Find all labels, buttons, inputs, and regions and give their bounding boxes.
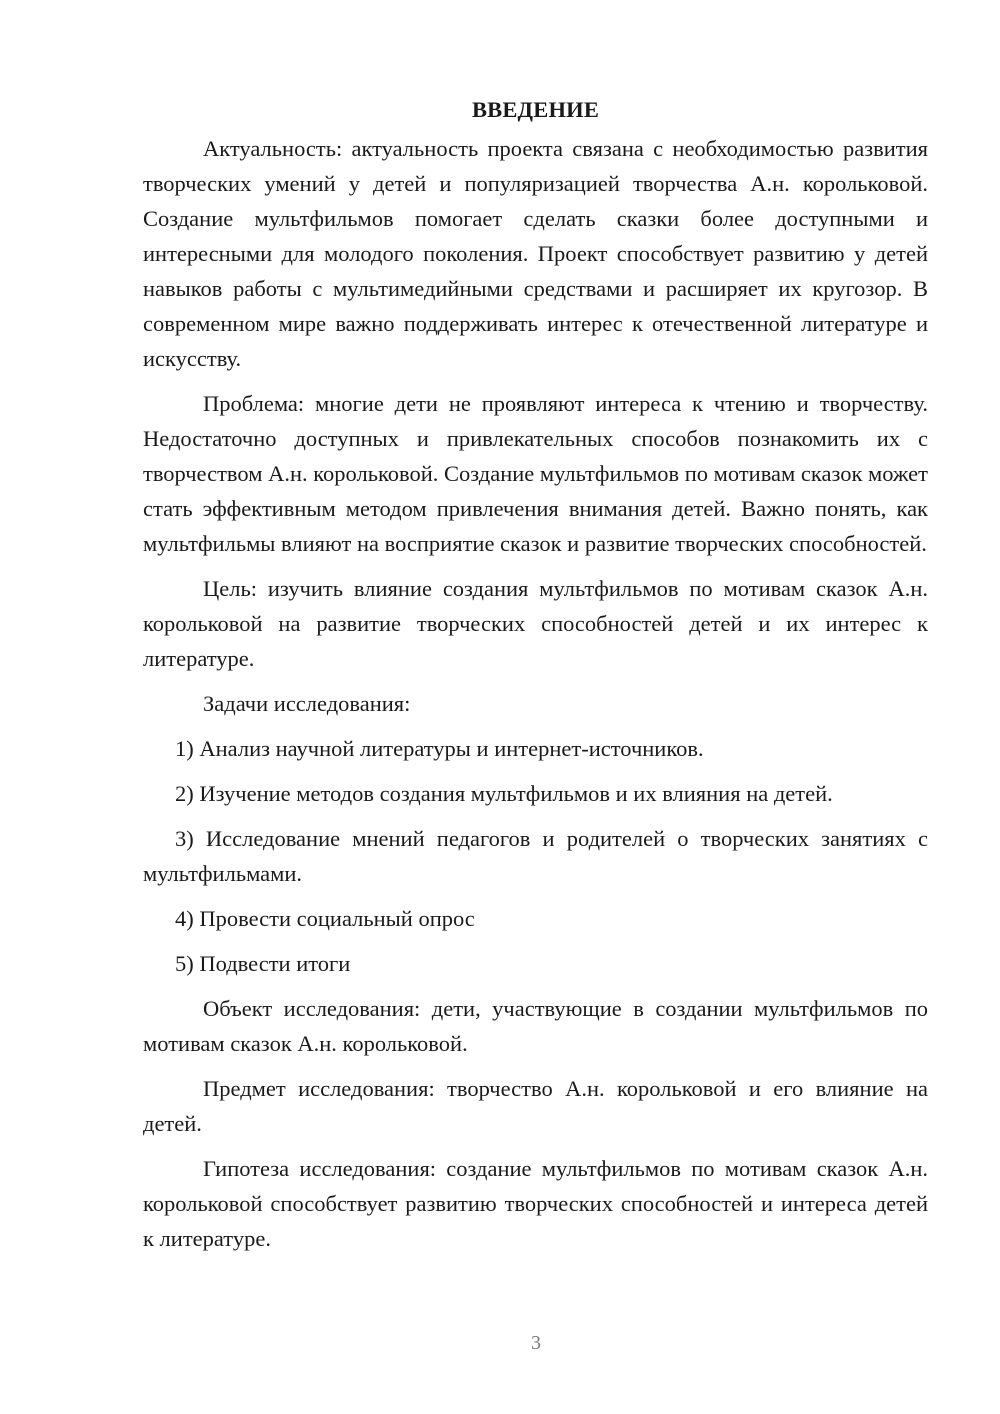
research-subject-paragraph: Предмет исследования: творчество А.н. корольковой и его влияние на детей. xyxy=(143,1076,928,1136)
relevance-paragraph: Актуальность: актуальность проекта связана с необходимостью развития творческих умений у детей и популяризацией творчества А.н. корольковой. Создание мультфильмов помогает сделать сказки более доступными и интересными для молодого поколения. Проект способствует развитию у детей навыков работы с мультимедийными средствами и расширяет их кругозор. В современном мире важно поддерживать интерес к отечественной литературе и искусству. xyxy=(143,136,928,371)
tasks-heading: Задачи исследования: xyxy=(203,691,411,716)
hypothesis-paragraph: Гипотеза исследования: создание мультфильмов по мотивам сказок А.н. корольковой способствует развитию творческих способностей и интереса детей к литературе. xyxy=(143,1156,928,1251)
research-object-paragraph: Объект исследования: дети, участвующие в создании мультфильмов по мотивам сказок А.н. корольковой. xyxy=(143,996,928,1056)
task-item-4: 4) Провести социальный опрос xyxy=(175,906,475,931)
page-number: 3 xyxy=(531,1332,541,1354)
task-item-3: 3) Исследование мнений педагогов и родителей о творческих занятиях с мультфильмами. xyxy=(143,826,928,886)
task-item-2: 2) Изучение методов создания мультфильмов и их влияния на детей. xyxy=(175,781,833,806)
problem-paragraph: Проблема: многие дети не проявляют интереса к чтению и творчеству. Недостаточно доступных и привлекательных способов познакомить их с творчеством А.н. корольковой. Создание мультфильмов по мотивам сказок может стать эффективным методом привлечения внимания детей. Важно понять, как мультфильмы влияют на восприятие сказок и развитие творческих способностей. xyxy=(143,391,928,556)
task-item-1: 1) Анализ научной литературы и интернет-источников. xyxy=(175,736,704,761)
goal-paragraph: Цель: изучить влияние создания мультфильмов по мотивам сказок А.н. корольковой на развитие творческих способностей детей и их интерес к литературе. xyxy=(143,576,928,671)
task-item-5: 5) Подвести итоги xyxy=(175,951,351,976)
section-title: ВВЕДЕНИЕ xyxy=(471,97,600,122)
document-page xyxy=(143,92,928,1266)
